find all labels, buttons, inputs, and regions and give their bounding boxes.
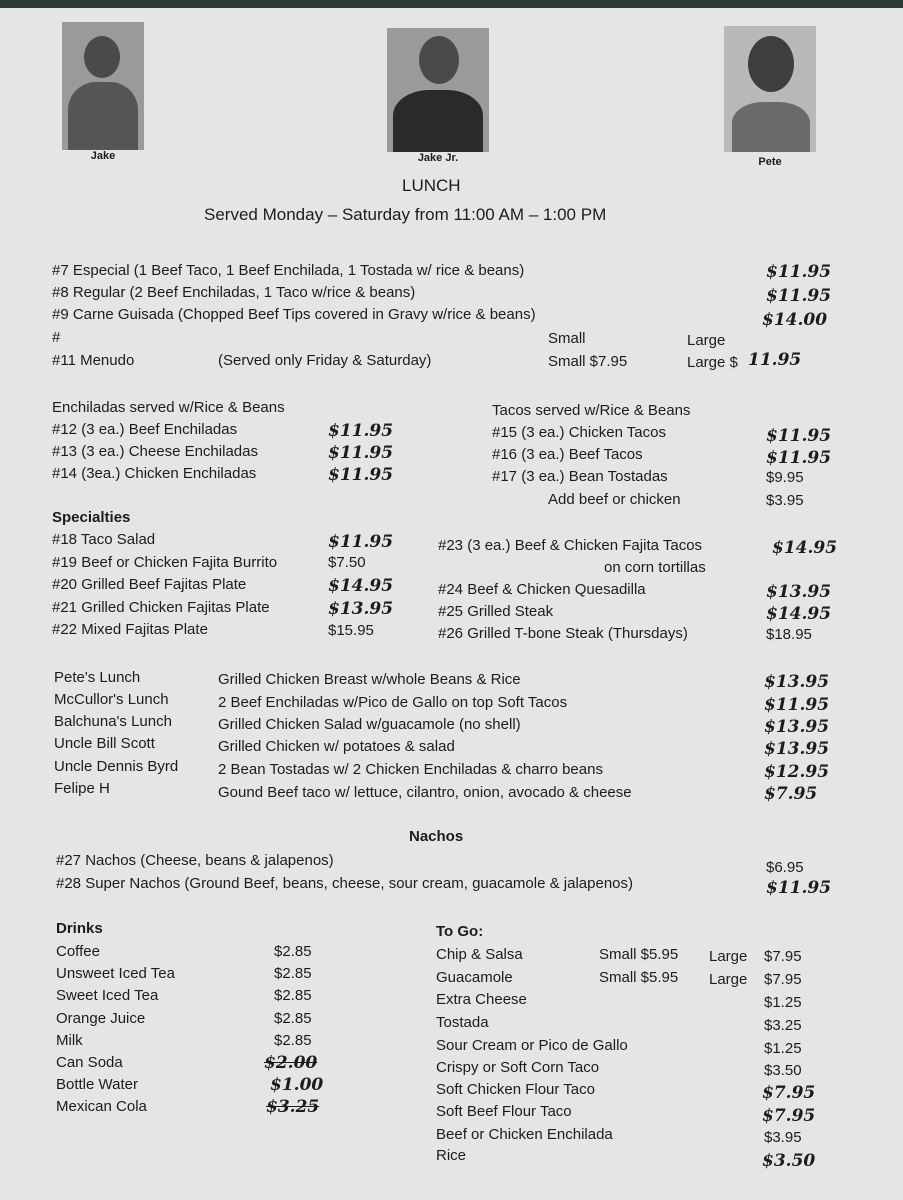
nacho-27-price: $6.95	[766, 859, 804, 876]
togo-10-label: Rice	[436, 1147, 467, 1164]
pete-caption: Pete	[758, 156, 782, 168]
menudo-large-price: 11.95	[748, 350, 802, 370]
lunch-6-desc: Gound Beef taco w/ lettuce, cilantro, onion, avocado & cheese	[218, 784, 632, 801]
specialty-24-price: $13.95	[766, 582, 832, 602]
taco-17-price: $9.95	[766, 469, 804, 486]
nacho-28-price: $11.95	[766, 878, 832, 898]
enchilada-14-price: $11.95	[328, 465, 394, 485]
drink-2-price: $2.85	[274, 965, 312, 982]
specialty-23-note: on corn tortillas	[604, 559, 706, 576]
page-subtitle: Served Monday – Saturday from 11:00 AM – 1:00 PM	[204, 205, 607, 224]
togo-2-price: $7.95	[764, 971, 802, 988]
togo-3-label: Extra Cheese	[436, 991, 527, 1008]
specialty-22-price: $15.95	[328, 622, 374, 639]
specialty-23-price: $14.95	[772, 538, 838, 558]
lunch-2-price: $11.95	[764, 695, 830, 715]
taco-16-price: $11.95	[766, 448, 832, 468]
drink-8-label: Mexican Cola	[56, 1098, 147, 1115]
lunch-5-name: Uncle Dennis Byrd	[54, 758, 179, 775]
combo-7-price: $11.95	[766, 262, 832, 282]
specialty-26-label: #26 Grilled T-bone Steak (Thursdays)	[438, 625, 688, 642]
togo-10-price: $3.50	[762, 1151, 816, 1171]
drink-4-label: Orange Juice	[56, 1010, 146, 1027]
togo-9-price: $3.95	[764, 1129, 802, 1146]
menudo-large-prefix: Large $	[687, 354, 738, 371]
togo-1-label: Chip & Salsa	[436, 946, 523, 963]
drink-1-price: $2.85	[274, 943, 312, 960]
nacho-28-label: #28 Super Nachos (Ground Beef, beans, cheese, sour cream, guacamole & jalapenos)	[56, 875, 634, 892]
drinks-header: Drinks	[56, 920, 103, 937]
menudo-note: (Served only Friday & Saturday)	[218, 352, 432, 369]
nacho-27-label: #27 Nachos (Cheese, beans & jalapenos)	[56, 852, 334, 869]
jake-photo	[62, 22, 144, 150]
nachos-header: Nachos	[409, 828, 464, 845]
drink-3-price: $2.85	[274, 987, 312, 1004]
specialty-25-label: #25 Grilled Steak	[438, 603, 554, 620]
combo-8-label: #8 Regular (2 Beef Enchiladas, 1 Taco w/rice & beans)	[52, 284, 416, 301]
combo-9-price: $14.00	[762, 310, 828, 330]
lunch-5-desc: 2 Bean Tostadas w/ 2 Chicken Enchiladas & charro beans	[218, 761, 603, 778]
togo-4-price: $3.25	[764, 1017, 802, 1034]
drink-6-label: Can Soda	[56, 1054, 123, 1071]
lunch-1-name: Pete's Lunch	[54, 669, 141, 686]
drink-4-price: $2.85	[274, 1010, 312, 1027]
togo-6-price: $3.50	[764, 1062, 802, 1079]
tacos-header: Tacos served w/Rice & Beans	[492, 402, 691, 419]
drink-7-price: $1.00	[270, 1075, 324, 1095]
togo-1-small: Small $5.95	[599, 946, 679, 963]
lunch-3-name: Balchuna's Lunch	[54, 713, 172, 730]
lunch-6-name: Felipe H	[54, 780, 110, 797]
togo-9-label: Beef or Chicken Enchilada	[436, 1126, 613, 1143]
enchilada-13-label: #13 (3 ea.) Cheese Enchiladas	[52, 443, 258, 460]
togo-8-label: Soft Beef Flour Taco	[436, 1103, 572, 1120]
specialty-24-label: #24 Beef & Chicken Quesadilla	[438, 581, 646, 598]
taco-15-label: #15 (3 ea.) Chicken Tacos	[492, 424, 666, 441]
specialty-18-label: #18 Taco Salad	[52, 531, 156, 548]
lunch-1-desc: Grilled Chicken Breast w/whole Beans & Rice	[218, 671, 521, 688]
drink-3-label: Sweet Iced Tea	[56, 987, 159, 1004]
togo-8-price: $7.95	[762, 1106, 816, 1126]
drink-5-label: Milk	[56, 1032, 83, 1049]
togo-1-large: Large	[709, 948, 748, 965]
togo-7-price: $7.95	[762, 1083, 816, 1103]
specialty-18-price: $11.95	[328, 532, 394, 552]
lunch-4-name: Uncle Bill Scott	[54, 735, 155, 752]
jake-jr-photo	[387, 28, 489, 152]
togo-4-label: Tostada	[436, 1014, 489, 1031]
taco-17-label: #17 (3 ea.) Bean Tostadas	[492, 468, 668, 485]
specialty-20-label: #20 Grilled Beef Fajitas Plate	[52, 576, 247, 593]
combo-7-label: #7 Especial (1 Beef Taco, 1 Beef Enchilada, 1 Tostada w/ rice & beans)	[52, 262, 525, 279]
specialty-19-price: $7.50	[328, 554, 366, 571]
menudo-small-price: Small $7.95	[548, 353, 628, 370]
drink-1-label: Coffee	[56, 943, 100, 960]
combo-blank-label: #	[52, 329, 61, 346]
menudo-small-header: Small	[548, 330, 586, 347]
specialty-19-label: #19 Beef or Chicken Fajita Burrito	[52, 554, 278, 571]
togo-5-label: Sour Cream or Pico de Gallo	[436, 1037, 628, 1054]
togo-2-label: Guacamole	[436, 969, 513, 986]
specialty-20-price: $14.95	[328, 576, 394, 596]
lunch-5-price: $12.95	[764, 762, 830, 782]
togo-5-price: $1.25	[764, 1040, 802, 1057]
togo-2-large: Large	[709, 971, 748, 988]
lunch-2-name: McCullor's Lunch	[54, 691, 169, 708]
lunch-4-price: $13.95	[764, 739, 830, 759]
togo-3-price: $1.25	[764, 994, 802, 1011]
specialties-header: Specialties	[52, 509, 131, 526]
lunch-2-desc: 2 Beef Enchiladas w/Pico de Gallo on top Soft Tacos	[218, 694, 568, 711]
taco-addon-price: $3.95	[766, 492, 804, 509]
specialty-22-label: #22 Mixed Fajitas Plate	[52, 621, 208, 638]
combo-9-label: #9 Carne Guisada (Chopped Beef Tips covered in Gravy w/rice & beans)	[52, 306, 536, 323]
menudo-large-header: Large	[687, 332, 726, 349]
combo-8-price: $11.95	[766, 286, 832, 306]
menu-page	[0, 8, 903, 1200]
togo-header: To Go:	[436, 923, 484, 940]
togo-2-small: Small $5.95	[599, 969, 679, 986]
taco-16-label: #16 (3 ea.) Beef Tacos	[492, 446, 643, 463]
taco-15-price: $11.95	[766, 426, 832, 446]
lunch-3-desc: Grilled Chicken Salad w/guacamole (no shell)	[218, 716, 521, 733]
drink-5-price: $2.85	[274, 1032, 312, 1049]
togo-1-price: $7.95	[764, 948, 802, 965]
specialty-26-price: $18.95	[766, 626, 812, 643]
enchilada-12-price: $11.95	[328, 421, 394, 441]
specialty-23-label: #23 (3 ea.) Beef & Chicken Fajita Tacos	[438, 537, 703, 554]
enchilada-13-price: $11.95	[328, 443, 394, 463]
specialty-25-price: $14.95	[766, 604, 832, 624]
enchilada-14-label: #14 (3ea.) Chicken Enchiladas	[52, 465, 257, 482]
lunch-1-price: $13.95	[764, 672, 830, 692]
drink-6-price: $2.00	[264, 1053, 318, 1073]
jake-caption: Jake	[90, 150, 116, 162]
drink-8-price: $3.25	[266, 1097, 320, 1117]
togo-7-label: Soft Chicken Flour Taco	[436, 1081, 595, 1098]
menudo-label: #11 Menudo	[52, 352, 135, 369]
specialty-21-label: #21 Grilled Chicken Fajitas Plate	[52, 599, 270, 616]
drink-7-label: Bottle Water	[56, 1076, 138, 1093]
enchilada-12-label: #12 (3 ea.) Beef Enchiladas	[52, 421, 238, 438]
jake-jr-caption: Jake Jr.	[417, 152, 459, 164]
drink-2-label: Unsweet Iced Tea	[56, 965, 175, 982]
lunch-4-desc: Grilled Chicken w/ potatoes & salad	[218, 738, 455, 755]
page-title: LUNCH	[402, 176, 461, 195]
pete-photo	[724, 26, 816, 152]
lunch-6-price: $7.95	[764, 784, 818, 804]
specialty-21-price: $13.95	[328, 599, 394, 619]
enchiladas-header: Enchiladas served w/Rice & Beans	[52, 399, 285, 416]
lunch-3-price: $13.95	[764, 717, 830, 737]
togo-6-label: Crispy or Soft Corn Taco	[436, 1059, 600, 1076]
taco-addon-label: Add beef or chicken	[548, 491, 681, 508]
